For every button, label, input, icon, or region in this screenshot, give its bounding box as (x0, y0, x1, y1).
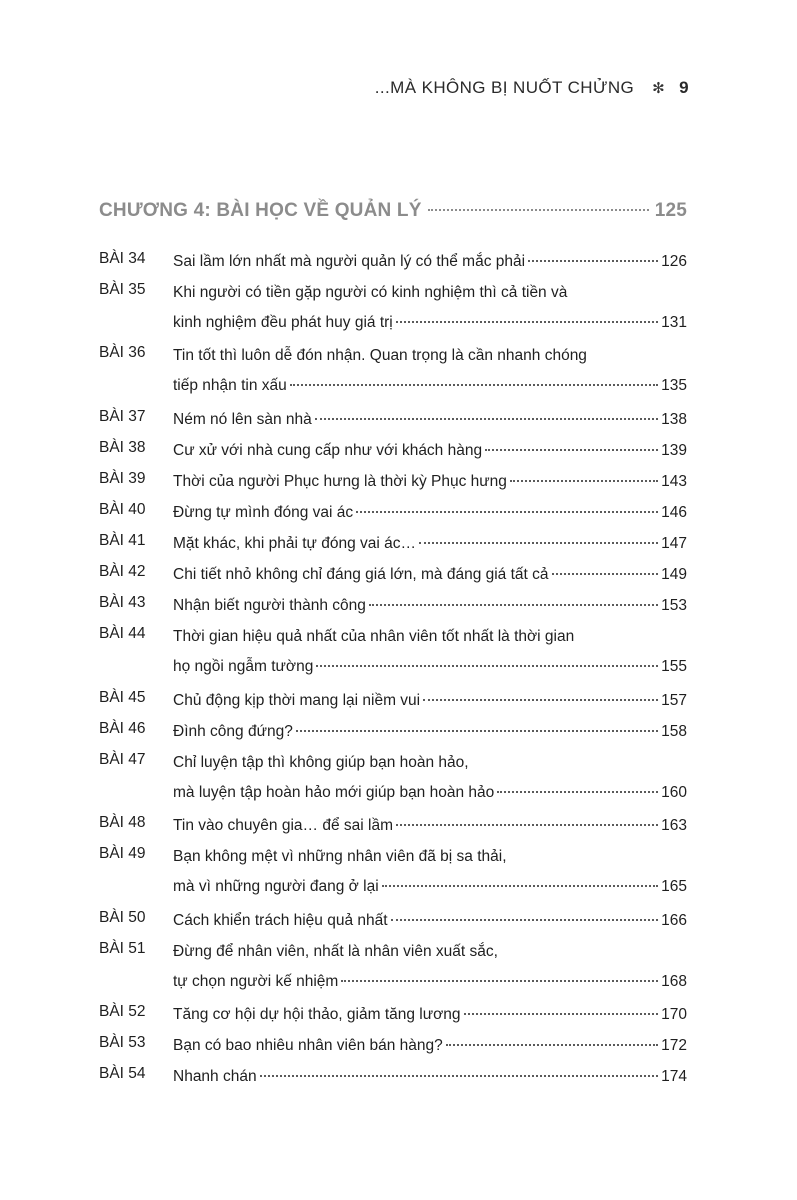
leader-dots (290, 383, 658, 386)
leader-dots (356, 510, 658, 513)
entry-number: BÀI 40 (99, 501, 146, 518)
entry-title (173, 250, 687, 274)
entry-title-line: Tin vào chuyên gia… để sai lầm (173, 817, 393, 835)
entry-page: 126 (661, 253, 687, 270)
chapter-title: CHƯƠNG 4: BÀI HỌC VỀ QUẢN LÝ (99, 200, 422, 221)
entry-title-line: Chi tiết nhỏ không chỉ đáng giá lớn, mà đáng giá tất cả (173, 566, 549, 584)
entry-number: BÀI 53 (99, 1034, 146, 1052)
entry-number: BÀI 54 (99, 1065, 146, 1083)
entry-number: BÀI 42 (99, 563, 146, 581)
running-header (375, 78, 689, 98)
entry-page: 166 (661, 911, 687, 929)
entry-title-line: Bạn không mệt vì những nhân viên đã bị sa thải, (173, 848, 507, 866)
leader-dots (296, 729, 658, 732)
entry-title (173, 408, 687, 432)
entry-number: BÀI 44 (99, 625, 146, 643)
entry-title (173, 720, 687, 744)
entry-title-line: Chỉ luyện tập thì không giúp bạn hoàn hảo, (173, 753, 469, 771)
entry-number: BÀI 51 (99, 939, 146, 957)
entry-title-line: mà luyện tập hoàn hảo mới giúp bạn hoàn hảo (173, 783, 495, 801)
entry-page: 170 (661, 1006, 687, 1023)
entry-title-line: Đình công đứng? (173, 722, 293, 740)
entry-number: BÀI 45 (99, 688, 146, 706)
entry-title (173, 470, 687, 494)
leader-dots (419, 541, 658, 544)
entry-number: BÀI 50 (99, 908, 146, 926)
entry-number: BÀI 37 (99, 407, 146, 425)
entry-title-line: tiếp nhận tin xấu (173, 377, 287, 395)
entry-title-line: Tăng cơ hội dự hội thảo, giảm tăng lương (173, 1006, 461, 1023)
entry-title (173, 594, 687, 618)
entry-page: 147 (661, 535, 687, 553)
entry-title-line: kinh nghiệm đều phát huy giá trị (173, 314, 393, 332)
entry-title (173, 532, 687, 556)
leader-dots (528, 259, 658, 262)
entry-title (173, 1034, 687, 1058)
leader-dots (552, 572, 659, 575)
entry-title (173, 344, 687, 398)
entry-title (173, 845, 687, 899)
entry-number: BÀI 35 (99, 281, 146, 299)
leader-dots (446, 1043, 658, 1046)
entry-title (173, 501, 687, 525)
entry-title-line: Nhận biết người thành công (173, 597, 366, 615)
entry-page: 172 (661, 1037, 687, 1055)
entry-title-line: Cách khiển trách hiệu quả nhất (173, 911, 388, 929)
page-number: 9 (679, 78, 689, 97)
entry-title-line: tự chọn người kế nhiệm (173, 972, 339, 990)
leader-dots (396, 823, 658, 826)
entry-number: BÀI 49 (99, 845, 146, 863)
entry-title-line: Nhanh chán (173, 1068, 257, 1086)
entry-title (173, 751, 687, 805)
entry-title (173, 625, 687, 679)
leader-dots (485, 448, 658, 451)
entry-number: BÀI 52 (99, 1003, 146, 1020)
entry-title (173, 439, 687, 463)
entry-page: 155 (661, 658, 687, 676)
entry-number: BÀI 46 (99, 719, 146, 737)
entry-number: BÀI 43 (99, 594, 146, 612)
entry-page: 163 (661, 817, 687, 835)
entry-title-line: Khi người có tiền gặp người có kinh nghiệm thì cả tiền và (173, 284, 568, 302)
entry-title (173, 940, 687, 994)
entry-title (173, 814, 687, 838)
entry-title-line: Đừng tự mình đóng vai ác (173, 504, 354, 521)
entry-page: 146 (661, 504, 687, 521)
entry-title (173, 563, 687, 587)
entry-page: 157 (661, 691, 687, 709)
leader-dots (464, 1012, 659, 1015)
leader-dots (423, 698, 658, 701)
entry-title-line: Thời của người Phục hưng là thời kỳ Phục hưng (173, 472, 507, 490)
entry-number: BÀI 39 (99, 469, 146, 487)
leader-dots (396, 320, 658, 323)
entry-page: 165 (661, 878, 687, 896)
entry-page: 174 (661, 1068, 687, 1086)
leader-dots (341, 979, 658, 982)
leader-dots (391, 918, 659, 921)
entry-page: 158 (661, 722, 687, 740)
leader-dots (510, 479, 658, 482)
entry-page: 138 (661, 410, 687, 428)
asterisk-icon: ✻ (652, 80, 666, 97)
entry-title (173, 1003, 687, 1027)
entry-title-line: Mặt khác, khi phải tự đóng vai ác… (173, 535, 416, 553)
entry-page: 131 (661, 314, 687, 332)
entry-title-line: Bạn có bao nhiêu nhân viên bán hàng? (173, 1037, 443, 1055)
entry-number: BÀI 34 (99, 250, 146, 267)
leader-dots (315, 417, 658, 420)
leader-dots (369, 603, 658, 606)
entry-page: 153 (661, 597, 687, 615)
leader-dots (428, 209, 649, 211)
entry-title-line: Đừng để nhân viên, nhất là nhân viên xuất sắc, (173, 942, 498, 960)
entry-title-line: Chủ động kịp thời mang lại niềm vui (173, 691, 421, 709)
entry-number: BÀI 38 (99, 438, 146, 456)
entry-title-line: mà vì những người đang ở lại (173, 878, 379, 896)
chapter-heading[interactable] (99, 200, 687, 222)
entry-number: BÀI 48 (99, 814, 146, 832)
entry-title-line: Tin tốt thì luôn dễ đón nhận. Quan trọng là cần nhanh chóng (173, 347, 587, 365)
leader-dots (316, 664, 658, 667)
entry-page: 149 (661, 566, 687, 584)
entry-number: BÀI 41 (99, 532, 146, 550)
entry-page: 160 (661, 783, 687, 801)
entry-page: 143 (661, 472, 687, 490)
entry-title (173, 281, 687, 335)
leader-dots (497, 790, 658, 793)
entry-title-line: Cư xử với nhà cung cấp như với khách hàng (173, 441, 483, 459)
entry-number: BÀI 47 (99, 750, 146, 768)
entry-title-line: Thời gian hiệu quả nhất của nhân viên tốt nhất là thời gian (173, 628, 575, 646)
entry-number: BÀI 36 (99, 344, 146, 362)
leader-dots (382, 884, 658, 887)
entry-title-line: họ ngồi ngẫm tường (173, 658, 314, 676)
entry-title (173, 1065, 687, 1089)
entry-page: 168 (661, 972, 687, 990)
entry-page: 139 (661, 441, 687, 459)
entry-title-line: Ném nó lên sàn nhà (173, 410, 312, 428)
entry-page: 135 (661, 377, 687, 395)
running-title: ...MÀ KHÔNG BỊ NUỐT CHỬNG (374, 78, 635, 97)
chapter-page: 125 (654, 200, 687, 221)
entry-title-line: Sai lầm lớn nhất mà người quản lý có thể mắc phải (173, 253, 526, 270)
entry-title (173, 689, 687, 713)
leader-dots (260, 1074, 659, 1077)
entry-title (173, 909, 687, 933)
